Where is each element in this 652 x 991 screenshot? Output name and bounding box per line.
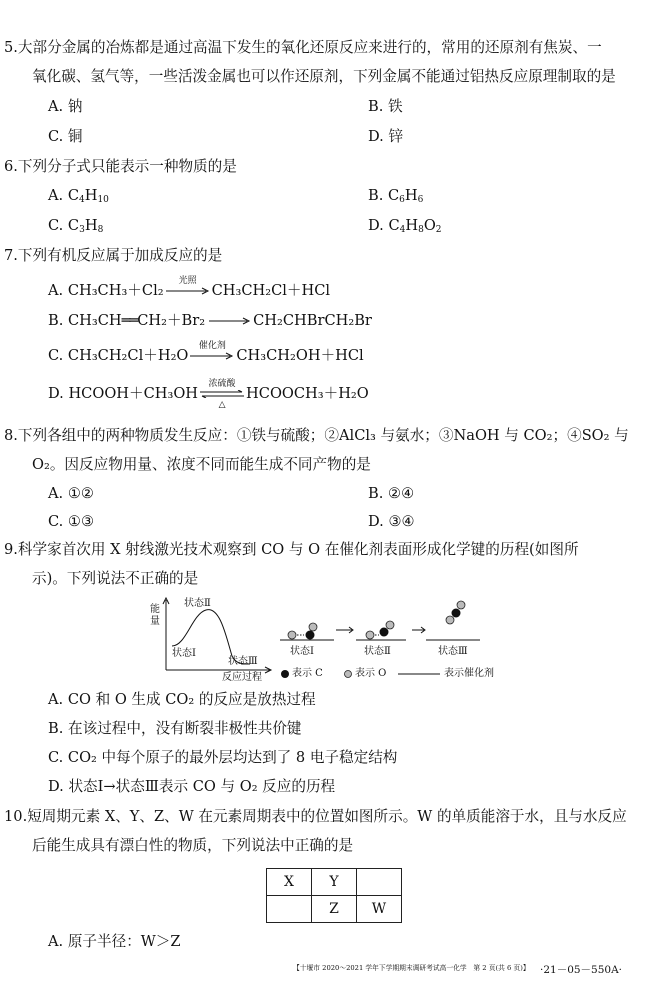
q5-option-b: B. 铁 bbox=[368, 98, 403, 115]
q10-stem-line2: 后能生成具有漂白性的物质，下列说法中正确的是 bbox=[32, 837, 354, 854]
q9-stem-line1: 9.科学家首次用 X 射线激光技术观察到 CO 与 O 在催化剂表面形成化学键的历程(如图所 bbox=[4, 541, 579, 558]
q6-stem: 6.下列分子式只能表示一种物质的是 bbox=[4, 158, 237, 175]
curve-label-state2: 状态Ⅱ bbox=[184, 598, 211, 609]
legend-carbon: 表示 C bbox=[292, 668, 323, 679]
q10-option-a: A. 原子半径：W＞Z bbox=[48, 933, 181, 950]
q9-option-c: C. CO₂ 中每个原子的最外层均达到了 8 电子稳定结构 bbox=[48, 749, 398, 766]
reaction-arrow bbox=[207, 311, 251, 331]
table-cell: Y bbox=[312, 869, 357, 896]
table-row bbox=[267, 896, 402, 923]
reaction-arrow: 光照 bbox=[166, 281, 210, 301]
y-axis-label-top: 能 bbox=[150, 604, 160, 615]
table-cell bbox=[267, 896, 312, 923]
q5-stem-line1: 5.大部分金属的冶炼都是通过高温下发生的氧化还原反应来进行的，常用的还原剂有焦炭、一 bbox=[4, 39, 602, 56]
table-row bbox=[267, 869, 402, 896]
panel-label-state2: 状态Ⅱ bbox=[364, 646, 391, 657]
q5-option-d: D. 锌 bbox=[368, 128, 404, 145]
q7-option-c: C. CH₃CH₂Cl＋H₂O 催化剂 CH₃CH₂OH＋HCl bbox=[48, 341, 364, 364]
q6-option-a: A. $C_4H_{10}$ bbox=[48, 187, 109, 205]
table-cell: W bbox=[357, 896, 402, 923]
q8-stem-line1: 8.下列各组中的两种物质发生反应：①铁与硫酸；②AlCl₃ 与氨水；③NaOH 与 CO₂；④SO₂ 与 bbox=[4, 427, 629, 444]
page-footer: 【十堰市 2020～2021 学年下学期期末调研考试高一化学 第 2 页(共 6 页)】 bbox=[293, 964, 530, 972]
q5-option-c: C. 铜 bbox=[48, 128, 83, 145]
q7-option-b: B. CH₃CH══CH₂＋Br₂ CH₂CHBrCH₂Br bbox=[48, 312, 372, 329]
q6-option-d: D. $C_4H_8O_2$ bbox=[368, 217, 442, 235]
x-axis-label: 反应过程 bbox=[222, 672, 262, 683]
q5-stem-line2: 氧化碳、氢气等，一些活泼金属也可以作还原剂，下列金属不能通过铝热反应原理制取的是 bbox=[32, 68, 616, 85]
q7-option-d: D. HCOOH＋CH₃OH 浓硫酸 △ HCOOCH₃＋H₂O bbox=[48, 379, 369, 410]
q9-option-a: A. CO 和 O 生成 CO₂ 的反应是放热过程 bbox=[48, 691, 316, 708]
q9-stem-line2: 示)。下列说法不正确的是 bbox=[32, 570, 199, 587]
periodic-table-fragment bbox=[266, 868, 402, 923]
reaction-arrow: 催化剂 bbox=[190, 346, 234, 366]
page-code: ·21－05－550A· bbox=[540, 964, 623, 976]
table-cell bbox=[357, 869, 402, 896]
q6-option-b: B. $C_6H_6$ bbox=[368, 187, 424, 205]
curve-label-state3: 状态Ⅲ bbox=[228, 656, 258, 667]
reaction-energy-figure bbox=[150, 596, 520, 686]
q9-option-b: B. 在该过程中，没有断裂非极性共价键 bbox=[48, 720, 302, 737]
q6-option-c: C. $C_3H_8$ bbox=[48, 217, 104, 235]
reversible-arrow: 浓硫酸 △ bbox=[200, 384, 244, 404]
q8-option-c: C. ①③ bbox=[48, 513, 95, 530]
q8-stem-line2: O₂。因反应物用量、浓度不同而能生成不同产物的是 bbox=[32, 456, 371, 473]
legend-catalyst: 表示催化剂 bbox=[444, 668, 494, 679]
q10-stem-line1: 10.短周期元素 X、Y、Z、W 在元素周期表中的位置如图所示。W 的单质能溶于水，且与水反应 bbox=[4, 808, 627, 825]
q8-option-b: B. ②④ bbox=[368, 485, 415, 502]
q9-option-d: D. 状态Ⅰ→状态Ⅲ表示 CO 与 O₂ 反应的历程 bbox=[48, 778, 336, 795]
legend-oxygen: 表示 O bbox=[355, 668, 387, 679]
panel-label-state3: 状态Ⅲ bbox=[438, 646, 468, 657]
panel-label-state1: 状态Ⅰ bbox=[290, 646, 314, 657]
table-cell: Z bbox=[312, 896, 357, 923]
curve-label-state1: 状态Ⅰ bbox=[172, 648, 196, 659]
q5-option-a: A. 钠 bbox=[48, 98, 83, 115]
table-cell: X bbox=[267, 869, 312, 896]
q8-option-d: D. ③④ bbox=[368, 513, 415, 530]
q7-stem: 7.下列有机反应属于加成反应的是 bbox=[4, 247, 223, 264]
q8-option-a: A. ①② bbox=[48, 485, 94, 502]
q7-option-a: A. CH₃CH₃＋Cl₂ 光照 CH₃CH₂Cl＋HCl bbox=[48, 276, 331, 299]
y-axis-label-bottom: 量 bbox=[150, 616, 160, 627]
